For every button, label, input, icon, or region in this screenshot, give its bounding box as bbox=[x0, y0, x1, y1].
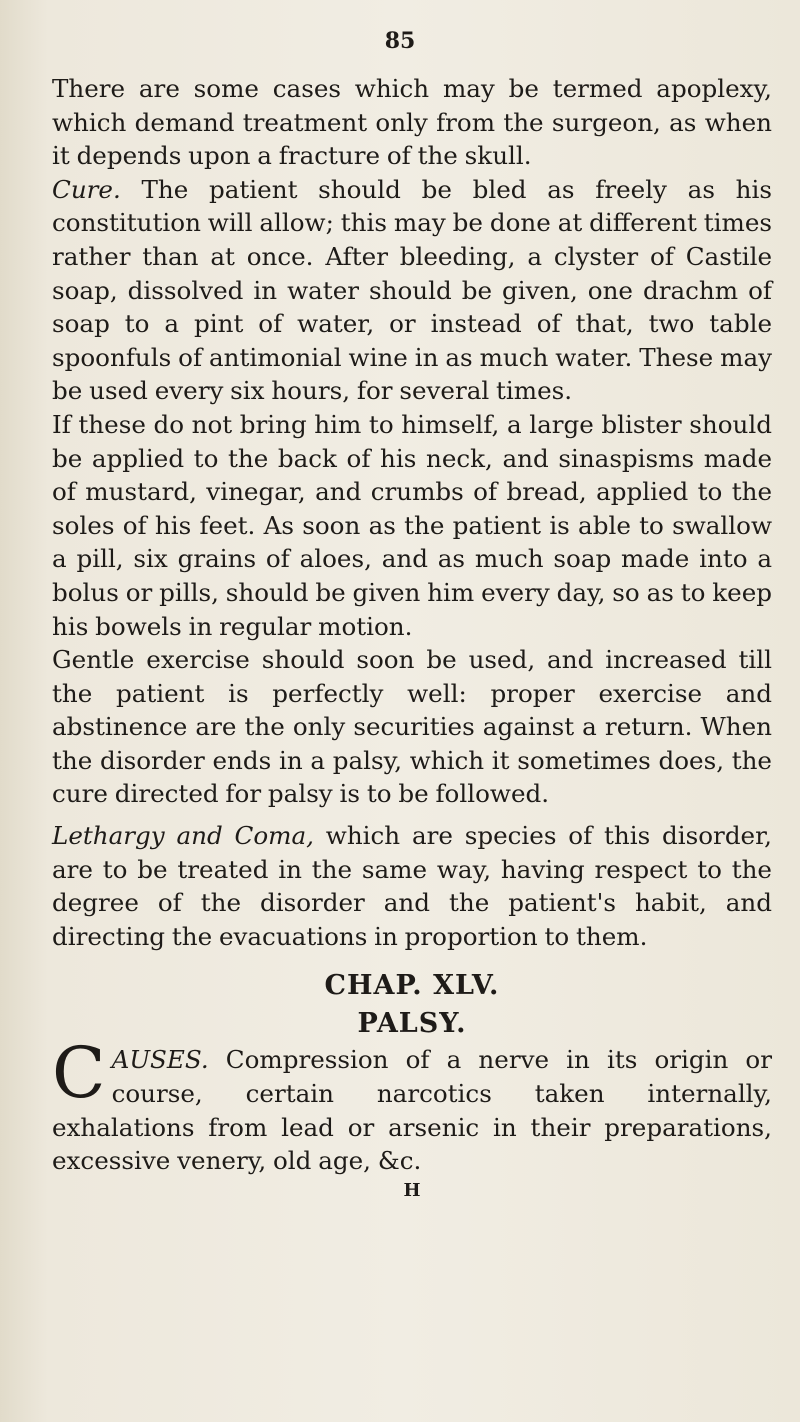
chapter-number: CHAP. XLV. bbox=[324, 970, 500, 1002]
paragraph-cure bbox=[52, 173, 772, 408]
chapter-title: PALSY. bbox=[357, 1008, 467, 1040]
cure-text: The patient should be bled as freely as his constitution will allow; this may be done at different times rather than at once. After bleeding, a clyster of Castile soap, dissolved in water should be given, one drachm of soap to a pint of water, or instead of that, two table spoonfuls of antimonial wine in as much water. These may be used every six hours, for several times. bbox=[52, 174, 772, 406]
signature-mark: H bbox=[403, 1179, 421, 1201]
page-body bbox=[52, 72, 772, 1201]
lethargy-text: which are species of this disorder, are to be treated in the same way, having respect to the degree of the disorder and the patient's habit, and directing the evacuations in proportion to them. bbox=[52, 821, 772, 951]
causes-text: Compression of a nerve in its origin or course, certain narcotics taken internally, exhalations from lead or arsenic in their preparations, excessive venery, old age, &c. bbox=[52, 1045, 772, 1176]
dropcap-letter: C bbox=[52, 1032, 106, 1115]
paragraph-exercise: Gentle exercise should soon be used, and increased till the patient is perfectly well: proper exercise and abstinence are the only securities against a return. When the disorder ends in a palsy, which it sometimes does, the cure directed for palsy is to be followed. bbox=[52, 645, 772, 809]
paragraph-apoplexy-surgeon: There are some cases which may be termed apoplexy, which demand treatment only from the surgeon, as when it depends upon a fracture of the skull. bbox=[52, 74, 772, 171]
page-number: 85 bbox=[384, 28, 416, 54]
lethargy-label: Lethargy and Coma, bbox=[52, 821, 314, 851]
paragraph-lethargy bbox=[52, 819, 772, 953]
paragraph-causes bbox=[52, 1032, 772, 1177]
causes-label: AUSES. bbox=[111, 1045, 209, 1075]
cure-label: Cure. bbox=[52, 174, 121, 204]
paragraph-blister: If these do not bring him to himself, a large blister should be applied to the back of his neck, and sinaspisms made of mustard, vinegar, and crumbs of bread, applied to the soles of his feet. As soon as the patient is able to swallow a pill, six grains of aloes, and as much soap made into a bolus or pills, should be given him every day, so as to keep his bowels in regular motion. bbox=[52, 409, 772, 641]
